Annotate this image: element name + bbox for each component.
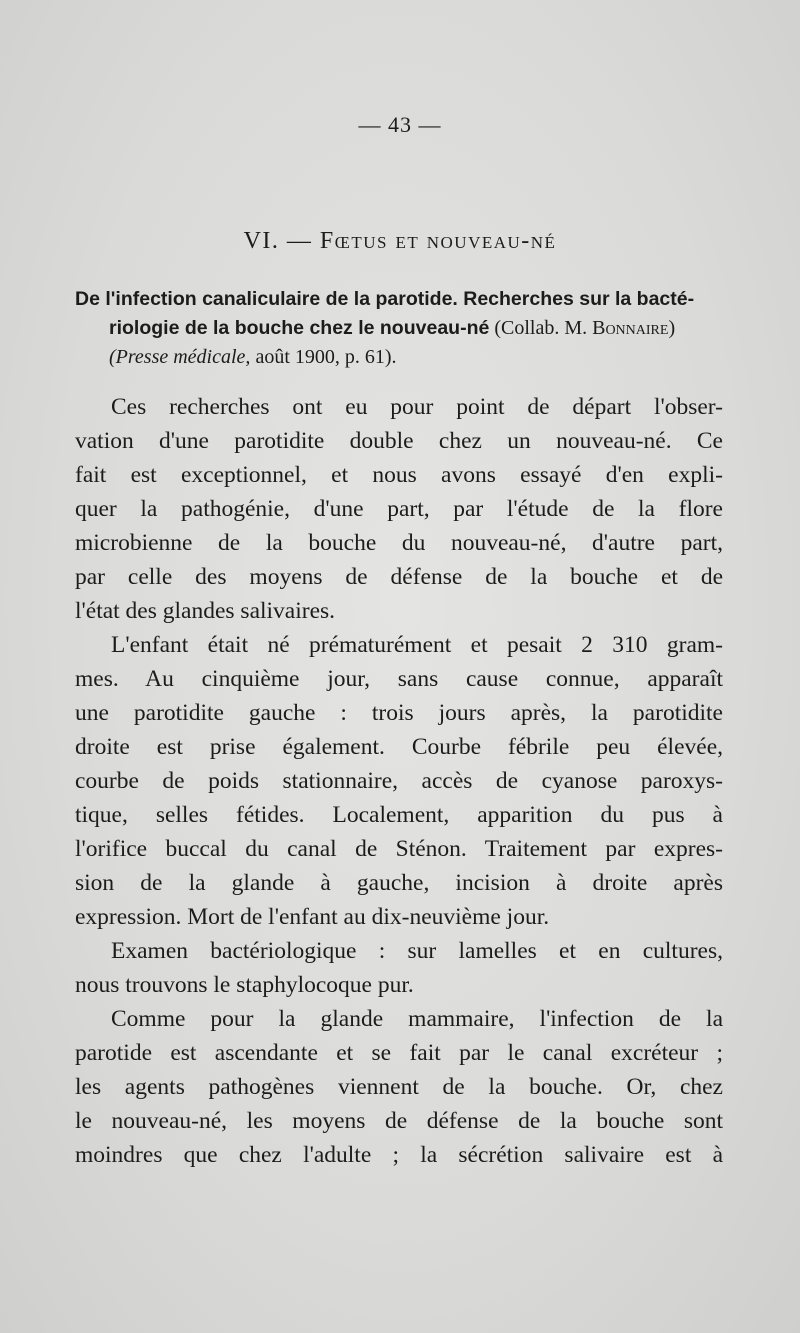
text-line: par celle des moyens de défense de la bouche et de — [75, 564, 723, 590]
text-line: sion de la glande à gauche, incision à droite après — [75, 870, 723, 896]
text-line: nous trouvons le staphylocoque pur. — [75, 972, 414, 998]
text-line: microbienne de la bouche du nouveau-né, d'autre part, — [75, 530, 723, 556]
paragraph-2 — [75, 628, 723, 934]
text-line: droite est prise également. Courbe fébrile peu élevée, — [75, 734, 723, 760]
text-line: l'état des glandes salivaires. — [75, 598, 336, 624]
text-line: Ces recherches ont eu pour point de départ l'obser- — [111, 394, 723, 420]
paragraph-4 — [75, 1002, 723, 1172]
section-title: Fœtus et nouveau-né — [319, 228, 557, 254]
text-line: expression. Mort de l'enfant au dix-neuvième jour. — [75, 904, 550, 930]
text-line: une parotidite gauche : trois jours après, la parotidite — [75, 700, 723, 726]
text-line: mes. Au cinquième jour, sans cause connue, apparaît — [75, 666, 723, 692]
entry-journal-details: août 1900, p. 61). — [250, 346, 397, 368]
text-line: l'orifice buccal du canal de Sténon. Traitement par expres- — [75, 836, 723, 862]
text-line: Comme pour la glande mammaire, l'infection de la — [111, 1006, 723, 1032]
entry-title-cont: riologie de la bouche chez le nouveau-né — [109, 317, 490, 339]
text-line: courbe de poids stationnaire, accès de cyanose paroxys- — [75, 768, 723, 794]
text-line: parotide est ascendante et se fait par le canal excréteur ; — [75, 1040, 723, 1066]
entry-title-line-2 — [75, 314, 725, 343]
text-line: Examen bactériologique : sur lamelles et en cultures, — [111, 938, 723, 964]
paragraph-3 — [75, 934, 723, 1002]
text-line: moindres que chez l'adulte ; la sécrétion salivaire est à — [75, 1142, 723, 1168]
entry-journal: (Presse médicale, — [109, 346, 251, 368]
entry-collab-prefix: (Collab. M. — [489, 317, 593, 339]
text-line: fait est exceptionnel, et nous avons essayé d'en expli- — [75, 462, 723, 488]
text-line: quer la pathogénie, d'une part, par l'étude de la flore — [75, 496, 723, 522]
section-heading — [0, 228, 800, 255]
text-line: tique, selles fétides. Localement, apparition du pus à — [75, 802, 723, 828]
publication-entry — [75, 285, 725, 372]
entry-collab-name: Bonnaire — [592, 317, 669, 339]
text-line: le nouveau-né, les moyens de défense de la bouche sont — [75, 1108, 723, 1134]
entry-collab-suffix: ) — [668, 317, 676, 339]
text-line: vation d'une parotidite double chez un nouveau-né. Ce — [75, 428, 723, 454]
section-numeral: VI. — — [243, 228, 320, 254]
entry-title-line-1: De l'infection canaliculaire de la parotide. Recherches sur la bacté- — [75, 288, 695, 310]
text-line: L'enfant était né prématurément et pesait 2 310 gram- — [111, 632, 723, 658]
entry-citation — [75, 343, 725, 372]
text-line: les agents pathogènes viennent de la bouche. Or, chez — [75, 1074, 723, 1100]
paragraph-1 — [75, 390, 723, 628]
page-number: — 43 — — [358, 112, 442, 137]
body-text — [75, 390, 723, 1172]
